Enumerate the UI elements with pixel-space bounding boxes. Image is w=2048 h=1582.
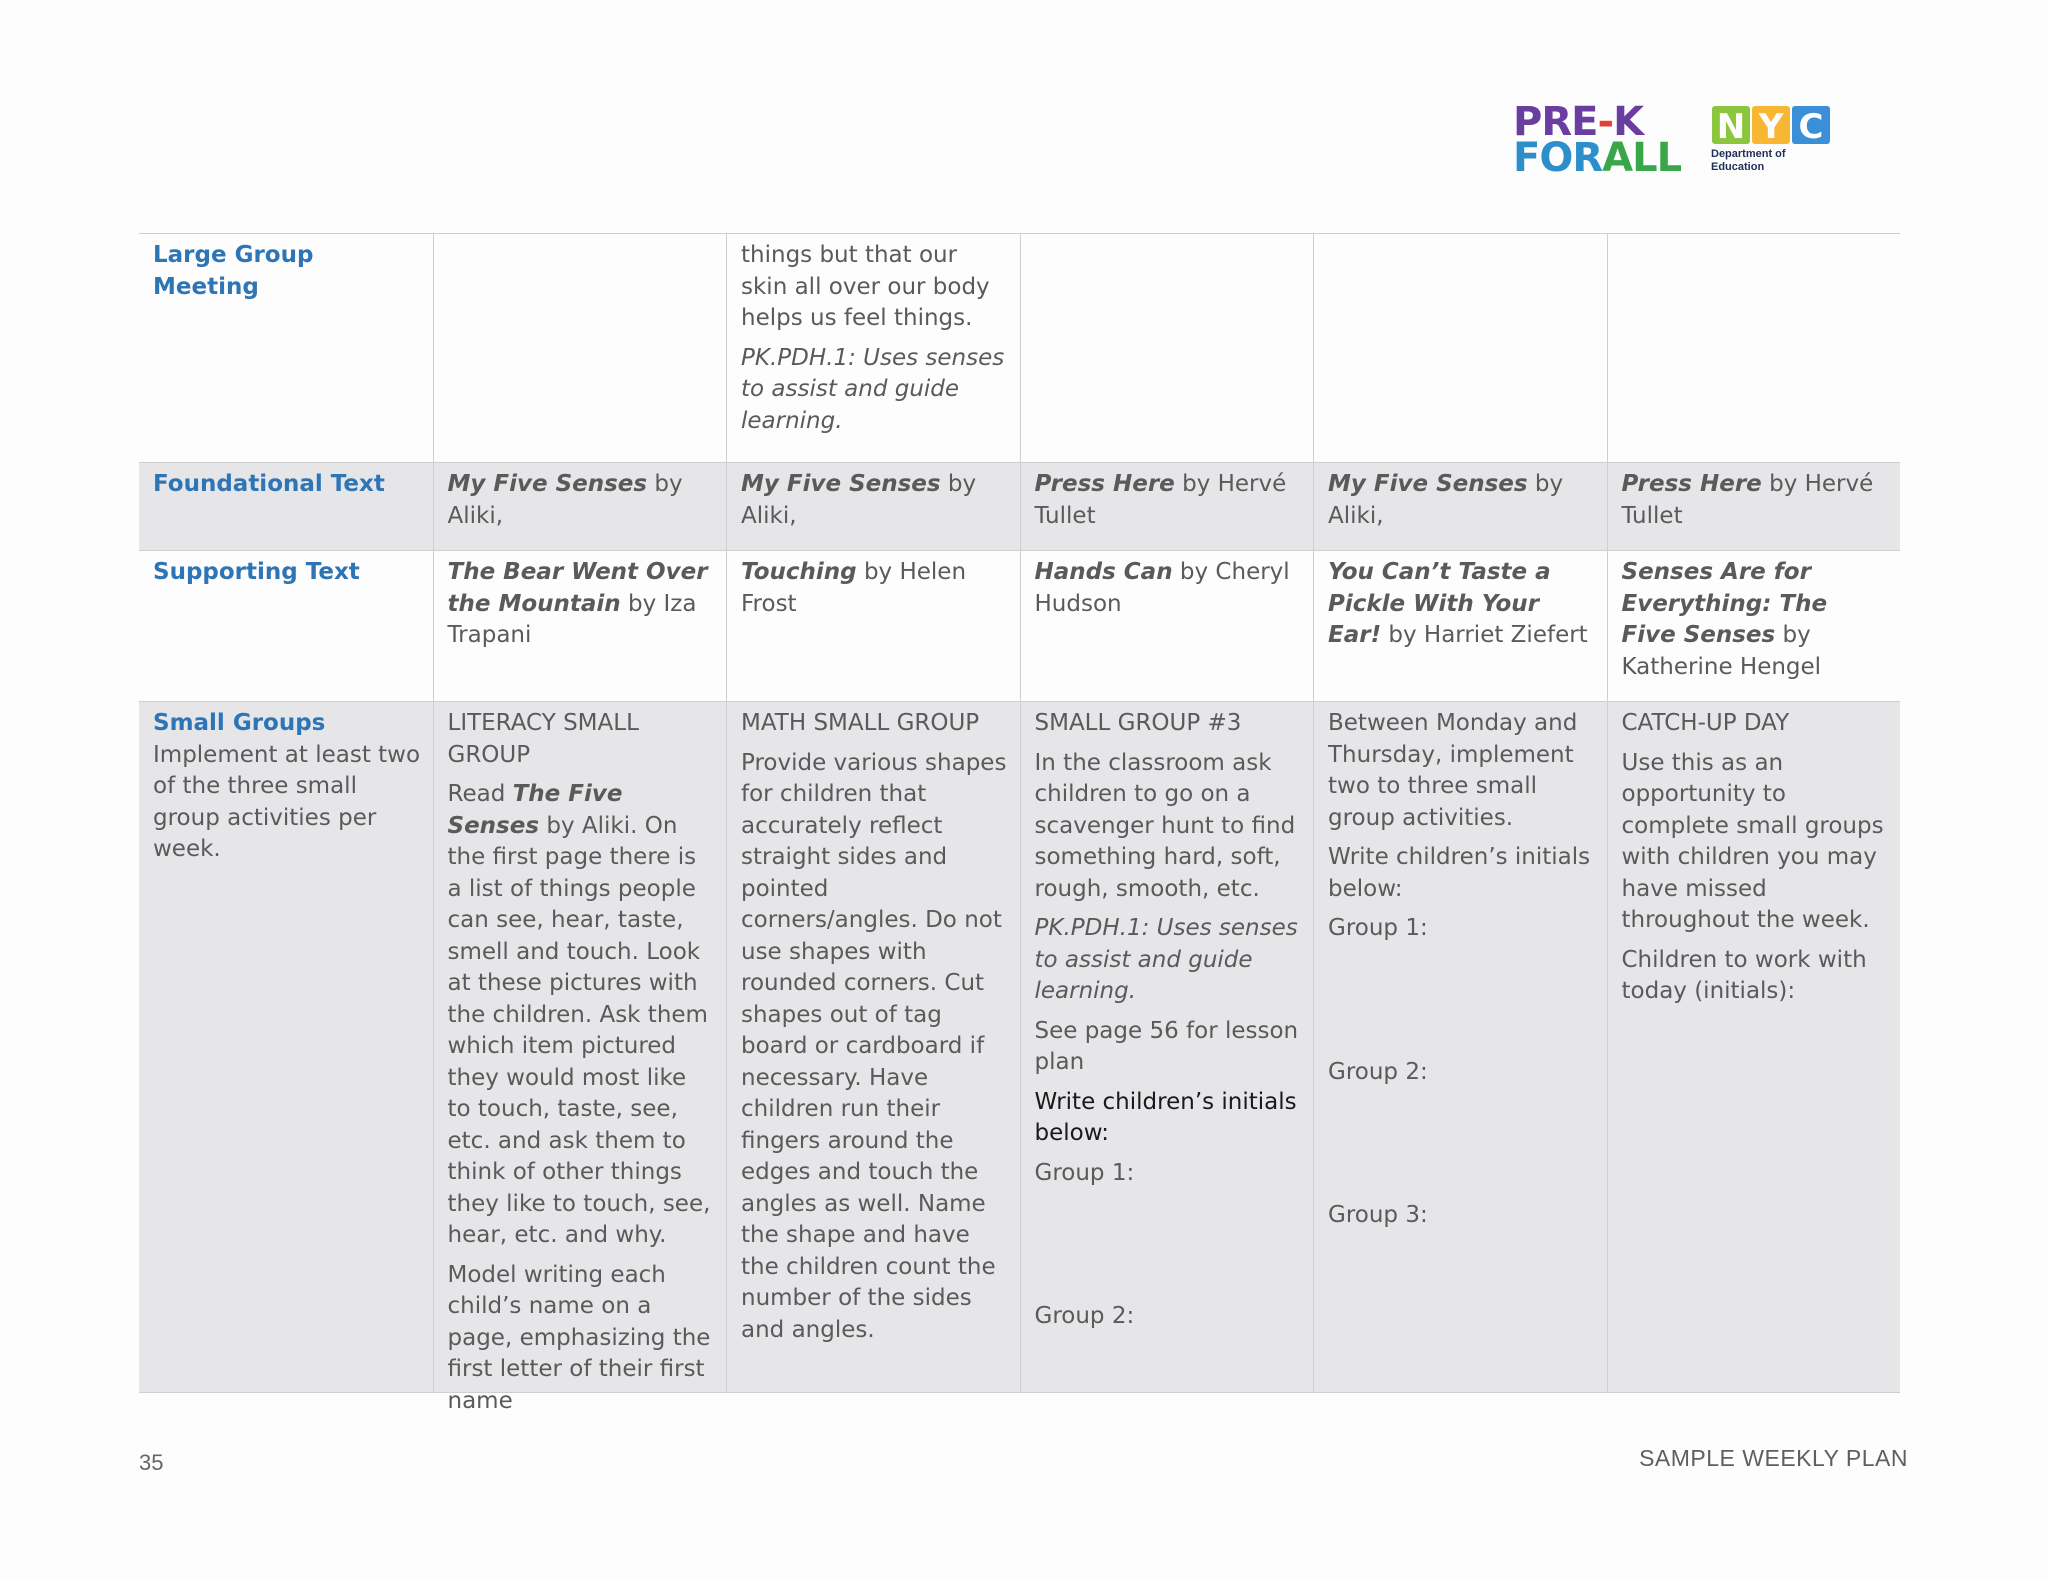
group-2-label: Group 2: bbox=[1328, 1058, 1428, 1085]
book-title: My Five Senses bbox=[741, 471, 941, 497]
book-title: Press Here bbox=[1034, 471, 1175, 497]
group-1-label: Group 1: bbox=[1328, 915, 1428, 941]
svg-text:N: N bbox=[1716, 107, 1746, 146]
row-label-cell bbox=[139, 463, 433, 550]
book-cell bbox=[1020, 551, 1314, 701]
book-author: by Helen Frost bbox=[741, 559, 967, 617]
activity-heading: SMALL GROUP #3 bbox=[1034, 710, 1242, 736]
logo-all: ALL bbox=[1602, 135, 1682, 181]
book-author: by Hervé Tullet bbox=[1034, 471, 1287, 529]
table-row-foundational-text bbox=[139, 463, 1900, 551]
book-cell bbox=[1020, 463, 1314, 550]
literacy-small-group-cell bbox=[433, 702, 727, 1414]
standard-text: PK.PDH.1: Uses senses to assist and guide learning. bbox=[1034, 915, 1298, 1004]
table-cell bbox=[1607, 234, 1901, 462]
activity-heading: LITERACY SMALL GROUP bbox=[447, 710, 639, 768]
row-label: Large Group Meeting bbox=[153, 242, 314, 300]
doe-line-2: Education bbox=[1711, 161, 1765, 173]
doe-line-1: Department of bbox=[1711, 148, 1786, 160]
logo-pre: PRE bbox=[1513, 99, 1598, 145]
book-cell bbox=[1313, 463, 1607, 550]
book-author: by Katherine Hengel bbox=[1621, 622, 1822, 680]
logo-k: K bbox=[1613, 99, 1644, 145]
book-cell bbox=[726, 551, 1020, 701]
group-1-label: Group 1: bbox=[1034, 1159, 1135, 1186]
catch-up-day-cell bbox=[1607, 702, 1901, 1392]
book-author: by Aliki, bbox=[447, 471, 683, 529]
math-small-group-cell bbox=[726, 702, 1020, 1392]
row-label-cell bbox=[139, 234, 433, 462]
svg-text:C: C bbox=[1798, 107, 1824, 146]
lesson-plan-reference: See page 56 for lesson plan bbox=[1034, 1017, 1299, 1075]
activity-description: Use this as an opportunity to complete small groups with children you may have missed throughout the week. bbox=[1621, 749, 1884, 933]
book-title: Senses Are for Everything: The Five Senses bbox=[1621, 559, 1828, 648]
logo-for: FOR bbox=[1513, 135, 1603, 181]
pre-k-for-all-logo bbox=[1513, 99, 1833, 184]
book-author: by Cheryl Hudson bbox=[1034, 559, 1290, 617]
book-title: The Bear Went Over the Mountain bbox=[447, 559, 708, 617]
book-cell bbox=[1607, 551, 1901, 701]
book-cell bbox=[726, 463, 1020, 550]
initials-instruction: Children to work with today (initials): bbox=[1621, 946, 1867, 1004]
book-cell bbox=[433, 463, 727, 550]
table-cell bbox=[726, 234, 1020, 462]
activity-description: Provide various shapes for children that accurately reflect straight sides and pointed corners/angles. Do not use shapes with rounded corners. Cut shapes out of tag board or cardboard if necessary. Have children run their fingers around the edges and touch the angles as well. Name the shape and have the children count the number of the sides and angles. bbox=[741, 749, 1007, 1343]
nyc-doe-logo-icon bbox=[1712, 106, 1832, 146]
book-title: My Five Senses bbox=[1328, 471, 1528, 497]
logo-dash: - bbox=[1597, 99, 1614, 145]
activity-text: Read bbox=[447, 781, 513, 807]
book-cell bbox=[1607, 463, 1901, 550]
weekly-plan-table bbox=[139, 233, 1900, 1414]
book-author: by Hervé Tullet bbox=[1621, 471, 1874, 529]
implementation-cell bbox=[1313, 702, 1607, 1392]
initials-instruction: Write children’s initials below: bbox=[1328, 844, 1591, 902]
activity-heading: MATH SMALL GROUP bbox=[741, 710, 980, 736]
book-author: by Aliki, bbox=[741, 471, 977, 529]
activity-description bbox=[448, 779, 715, 1252]
book-author: by Harriet Ziefert bbox=[1381, 622, 1588, 648]
page-number: 35 bbox=[139, 1450, 164, 1475]
activity-description: Between Monday and Thursday, implement two to three small group activities. bbox=[1328, 710, 1578, 831]
row-label-cell bbox=[139, 551, 433, 701]
initials-instruction: Write children’s initials below: bbox=[1034, 1088, 1297, 1146]
book-title: Hands Can bbox=[1034, 559, 1173, 585]
table-cell bbox=[1313, 234, 1607, 462]
row-label: Supporting Text bbox=[153, 559, 360, 585]
table-cell bbox=[433, 234, 727, 462]
cell-text: things but that our skin all over our body helps us feel things. bbox=[741, 242, 990, 331]
table-row-small-groups bbox=[139, 702, 1900, 1414]
footer-title: SAMPLE WEEKLY PLAN bbox=[1639, 1445, 1908, 1471]
standard-text: PK.PDH.1: Uses senses to assist and guide learning. bbox=[741, 344, 1005, 434]
table-cell bbox=[1020, 234, 1314, 462]
pre-k-for-all-wordmark bbox=[1513, 99, 1682, 181]
book-author: by Iza Trapani bbox=[447, 590, 697, 648]
group-2-label: Group 2: bbox=[1034, 1303, 1135, 1329]
group-3-label: Group 3: bbox=[1328, 1202, 1428, 1228]
row-label-cell bbox=[139, 702, 433, 1392]
activity-heading: CATCH-UP DAY bbox=[1621, 710, 1790, 736]
book-cell bbox=[433, 551, 727, 701]
table-row-supporting-text bbox=[139, 551, 1900, 702]
book-cell bbox=[1313, 551, 1607, 701]
row-label: Foundational Text bbox=[153, 471, 385, 497]
book-title: You Can’t Taste a Pickle With Your Ear! bbox=[1328, 559, 1551, 648]
book-title: My Five Senses bbox=[447, 471, 648, 497]
book-author: by Aliki, bbox=[1328, 471, 1564, 529]
book-title: The Five Senses bbox=[447, 781, 623, 839]
svg-text:Y: Y bbox=[1758, 107, 1784, 146]
book-title: Touching bbox=[741, 559, 857, 585]
book-title: Press Here bbox=[1621, 471, 1762, 497]
doe-caption bbox=[1711, 148, 1786, 174]
table-row-large-group bbox=[139, 233, 1900, 463]
row-label-note: Implement at least two of the three small group activities per week. bbox=[153, 741, 421, 862]
activity-description: In the classroom ask children to go on a scavenger hunt to find something hard, soft, rough, smooth, etc. bbox=[1034, 749, 1296, 902]
activity-text: by Aliki. On the first page there is a list of things people can see, hear, taste, smell and touch. Look at these pictures with the children. Ask them which item pictured they would most like to touch, taste, see, etc. and ask them to think of other things they like to touch, see, hear, etc. and why. bbox=[447, 812, 711, 1248]
row-label: Small Groups bbox=[153, 710, 326, 736]
activity-description: Model writing each child’s name on a page, emphasizing the first letter of their first name bbox=[447, 1261, 711, 1414]
small-group-3-cell bbox=[1020, 702, 1314, 1392]
